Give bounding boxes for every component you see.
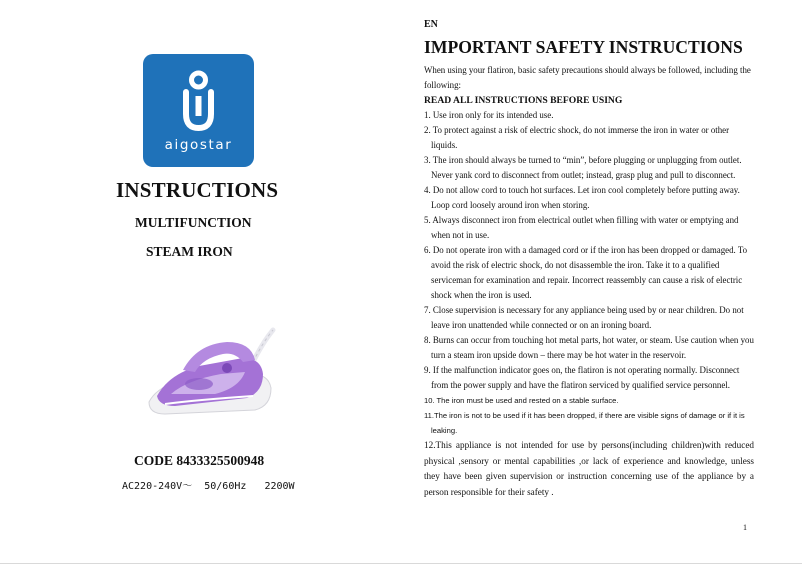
instruction-item: 2. To protect against a risk of electric shock, do not immerse the iron in water or other liquids.: [424, 125, 730, 150]
safety-instructions-body: [424, 63, 754, 500]
instruction-item: 1. Use iron only for its intended use.: [424, 110, 554, 120]
instruction-item: 9. If the malfunction indicator goes on, the flatiron is not operating normally. Disconnect from the power supply and have the flatiron serviced by qualified service personnel.: [424, 365, 740, 390]
instruction-item: 5. Always disconnect iron from electrical outlet when filling with water or emptying and when not in use.: [424, 215, 739, 240]
instruction-item: 7. Close supervision is necessary for any appliance being used by or near children. Do not leave iron unattended while connected or on an ironing board.: [424, 305, 744, 330]
page-number: 1: [743, 523, 747, 532]
instruction-item: 8. Burns can occur from touching hot metal parts, hot water, or steam. Use caution when you turn a steam iron upside down – there may be hot water in the reservoir.: [424, 335, 754, 360]
instruction-item: 4. Do not allow cord to touch hot surfaces. Let iron cool completely before putting away. Loop cord loosely around iron when storing.: [424, 185, 740, 210]
safety-title: IMPORTANT SAFETY INSTRUCTIONS: [424, 37, 743, 57]
instruction-item: 10. The iron must be used and rested on a stable surface.: [424, 396, 619, 405]
steam-iron-image: [135, 322, 290, 422]
electrical-spec: AC220-240V～ 50/60Hz 2200W: [122, 481, 295, 492]
language-label: EN: [424, 19, 438, 30]
logo-wordmark: aigostar: [164, 137, 233, 153]
instruction-item: 6. Do not operate iron with a damaged cord or if the iron has been dropped or damaged. To avoid the risk of electric shock, do not disassemble the iron. Take it to a qualified serviceman for examination and repair. Incorrect reassembly can cause a risk of electric shock when the iron is used.: [424, 245, 748, 300]
instruction-item: 3. The iron should always be turned to “min”, before plugging or unplugging from outlet. Never yank cord to disconnect from outlet; instead, grasp plug and pull to disconnect.: [424, 155, 742, 180]
instruction-item-12: 12.This appliance is not intended for use by persons(including children)with reduced physical ,sensory or mental capabilities ,or lack of experience and knowledge, unless they have been given supervision or instruction concerning use of the appliance by a person responsible for their safety .: [424, 440, 754, 497]
subtitle-steam-iron: STEAM IRON: [146, 244, 233, 259]
subtitle-multifunction: MULTIFUNCTION: [135, 215, 252, 230]
page-bottom-divider: [0, 563, 802, 564]
product-code: CODE 8433325500948: [134, 453, 265, 468]
intro-paragraph: When using your flatiron, basic safety precautions should always be followed, including the following:: [424, 65, 751, 90]
read-all-heading: READ ALL INSTRUCTIONS BEFORE USING: [424, 95, 623, 106]
aigostar-logo: [143, 54, 254, 167]
instructions-title: INSTRUCTIONS: [116, 178, 279, 202]
instruction-item: 11.The iron is not to be used if it has been dropped, if there are visible signs of damage or if it is leaking.: [424, 411, 745, 435]
